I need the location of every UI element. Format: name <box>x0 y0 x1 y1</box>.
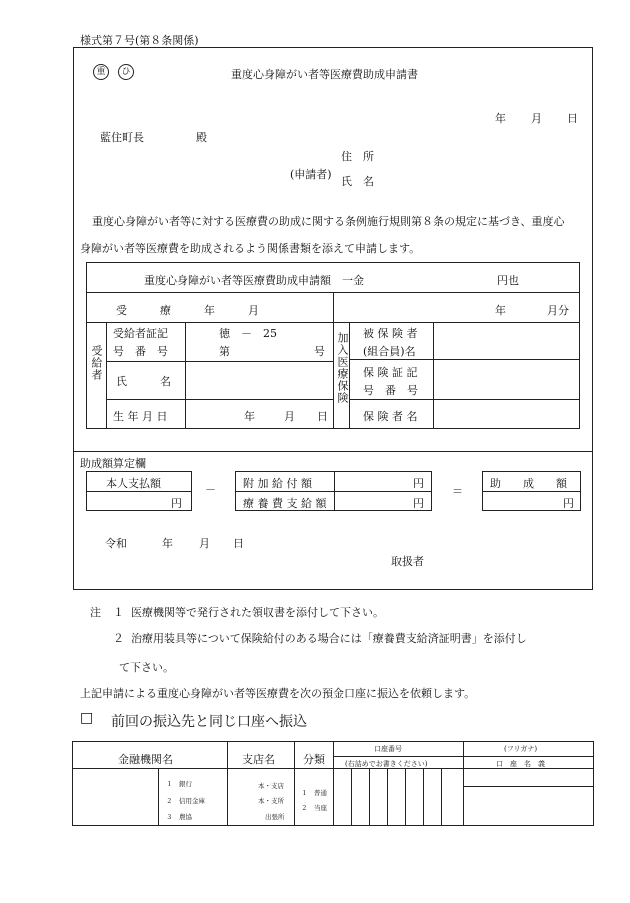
calc-heading: 助成額算定欄 <box>80 457 146 470</box>
addressee: 藍住町長 <box>100 131 144 144</box>
name-row-label: 氏 名 <box>116 375 171 388</box>
cert-label-1: 受給者証記 <box>113 327 168 340</box>
birth-day: 日 <box>317 410 328 423</box>
treatment-year: 年 <box>495 304 506 317</box>
cert-value-2b: 号 <box>314 345 325 358</box>
insurer-label: 保 険 者 名 <box>363 410 418 423</box>
calc-year: 年 <box>162 537 173 550</box>
name-label: 氏 名 <box>341 175 374 188</box>
birth-month: 月 <box>284 410 295 423</box>
bank-option-2: ２ 信用金庫 <box>166 797 205 805</box>
seal-mark-2: ひ <box>118 64 134 80</box>
body-text-line-2: 身障がい者等医療費を助成されるよう関係書類を添えて申請します。 <box>80 242 421 255</box>
prev-account-label: 前回の振込先と同じ口座へ振込 <box>111 714 307 730</box>
note-1-num: １ <box>113 606 124 619</box>
recipient-vertical-label: 受給者 <box>90 345 103 381</box>
medical-expense-label: 療 養 費 支 給 額 <box>243 497 327 510</box>
date-day: 日 <box>567 112 578 125</box>
note-2-num: ２ <box>113 632 124 645</box>
request-amount-unit: 円也 <box>497 274 519 287</box>
handler-label: 取扱者 <box>391 555 424 568</box>
cert-value-2a: 第 <box>219 345 230 358</box>
equals-sign: ＝ <box>452 485 463 498</box>
ins-cert-label-1: 保 険 証 記 <box>363 366 418 379</box>
note-mark: 注 <box>90 606 101 619</box>
form-title: 重度心身障がい者等医療費助成申請書 <box>231 68 418 81</box>
col-bank: 金融機関名 <box>118 753 173 766</box>
insured-label-1: 被 保 険 者 <box>363 327 418 340</box>
subsidy-label: 助 成 額 <box>490 477 567 490</box>
branch-option-3: 出張所 <box>265 813 285 821</box>
date-month: 月 <box>531 112 542 125</box>
calc-month: 月 <box>199 537 210 550</box>
additional-label: 附 加 給 付 額 <box>243 477 312 490</box>
ins-cert-label-2: 号 番 号 <box>363 384 418 397</box>
address-label: 住 所 <box>341 150 374 163</box>
branch-option-2: 本・支所 <box>258 797 284 805</box>
minus-sign: － <box>205 483 216 496</box>
prev-account-checkbox[interactable]: □ <box>80 710 94 726</box>
applicant-label: (申請者) <box>290 168 332 181</box>
treatment-month: 月分 <box>547 304 569 317</box>
branch-option-1: 本・支店 <box>258 782 284 790</box>
birth-year: 年 <box>244 410 255 423</box>
honorific: 殿 <box>196 131 207 144</box>
cert-value-1: 徳 － 25 <box>219 327 277 340</box>
form-number: 様式第７号(第８条関係) <box>80 34 199 47</box>
medical-expense-yen: 円 <box>413 497 424 510</box>
col-branch: 支店名 <box>242 753 275 766</box>
request-amount-label: 重度心身障がい者等医療費助成申請額 一金 <box>144 274 364 287</box>
col-account: 口座番号 <box>374 745 402 753</box>
note-1-text: 医療機関等で発行された領収書を添付して下さい。 <box>131 606 384 619</box>
era-label: 令和 <box>105 537 127 550</box>
col-account-note: (右詰めでお書きください) <box>345 760 428 768</box>
note-2-cont: て下さい。 <box>119 661 174 674</box>
col-kana: (フリガナ) <box>504 745 538 753</box>
body-text-line-1: 重度心身障がい者等に対する医療費の助成に関する条例施行規則第８条の規定に基づき、重度心 <box>92 215 565 228</box>
note-2-text: 治療用装具等について保険給付のある場合には「療養費支給済証明書」を添付し <box>131 632 527 645</box>
insurance-vertical-label: 加入医療保険 <box>336 332 349 404</box>
calc-day: 日 <box>233 537 244 550</box>
self-pay-yen: 円 <box>171 497 182 510</box>
transfer-request: 上記申請による重度心身障がい者等医療費を次の預金口座に振込を依頼します。 <box>80 687 476 700</box>
col-holder: 口 座 名 義 <box>496 760 545 768</box>
self-pay-label: 本人支払額 <box>106 477 161 490</box>
subsidy-yen: 円 <box>563 497 574 510</box>
insured-label-2: (組合員)名 <box>363 345 416 358</box>
treatment-label: 受 療 年 月 <box>116 304 259 317</box>
type-option-2: ２ 当座 <box>301 804 327 812</box>
seal-mark-1: 重 <box>93 64 109 80</box>
bank-option-3: ３ 農協 <box>166 813 192 821</box>
additional-yen: 円 <box>413 477 424 490</box>
cert-label-2: 号 番 号 <box>113 345 168 358</box>
bank-option-1: １ 銀行 <box>166 780 192 788</box>
date-year: 年 <box>495 112 506 125</box>
birthdate-label: 生 年 月 日 <box>113 410 168 423</box>
type-option-1: １ 普通 <box>301 789 327 797</box>
col-type: 分類 <box>303 753 325 766</box>
